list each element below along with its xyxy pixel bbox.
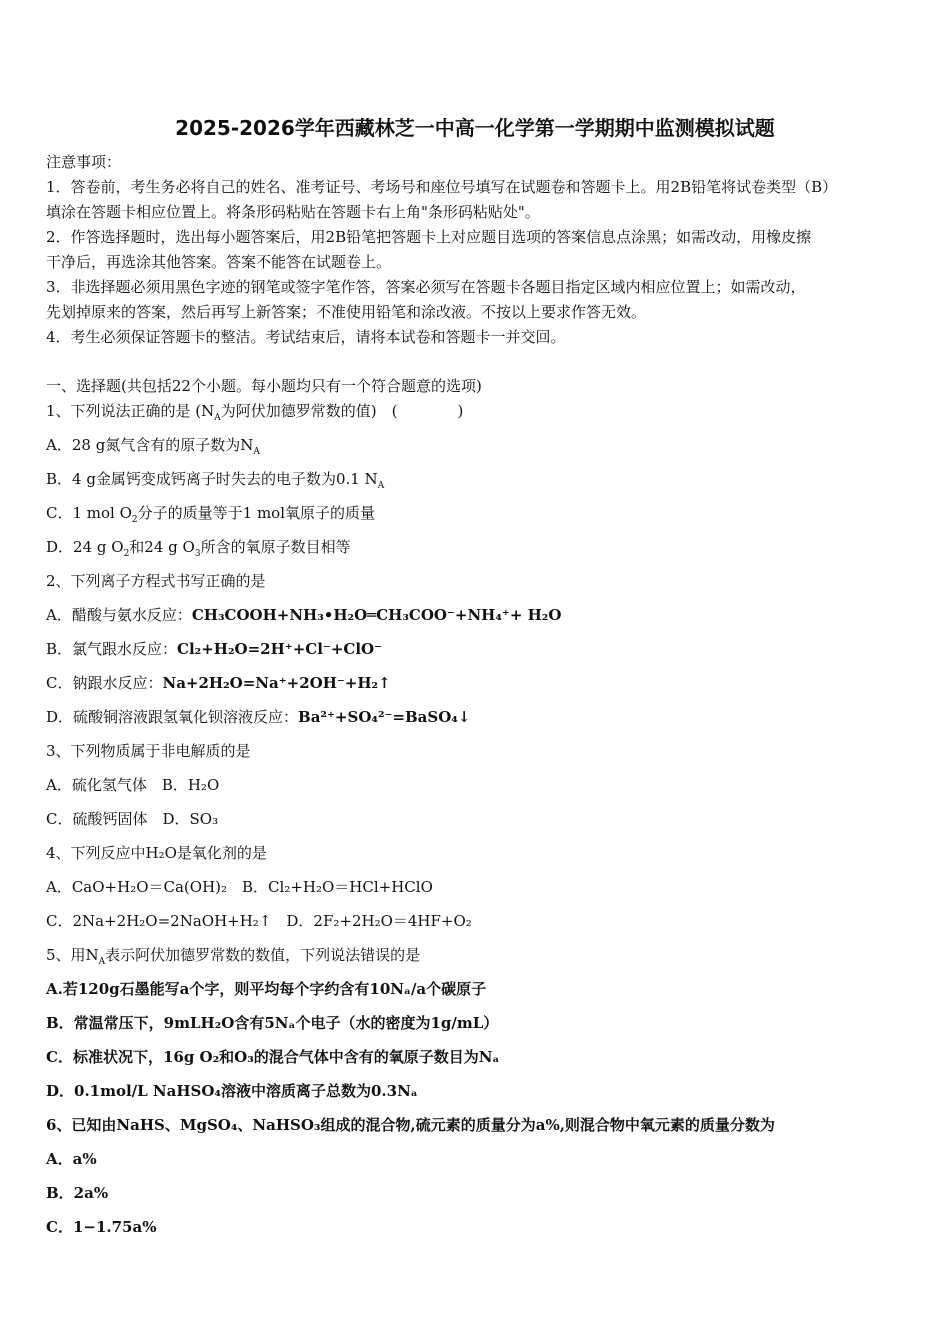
question-4-stem: 4、下列反应中H₂O是氧化剂的是 — [46, 844, 267, 862]
question-3-options-cd: C．硫酸钙固体 D．SO₃ — [46, 810, 219, 828]
notice-line: 2．作答选择题时，选出每小题答案后，用2B铅笔把答题卡上对应题目选项的答案信息点涂黑；如需改动，用橡皮擦 — [46, 228, 812, 246]
question-5-option-c: C．标准状况下，16g O₂和O₃的混合气体中含有的氧原子数目为Nₐ — [46, 1048, 500, 1066]
notice-heading: 注意事项： — [46, 153, 122, 171]
notice-line: 1．答卷前，考生务必将自己的姓名、准考证号、考场号和座位号填写在试题卷和答题卡上。用2B铅笔将试卷类型（B） — [46, 178, 838, 196]
question-3-options-ab: A．硫化氢气体 B．H₂O — [46, 776, 220, 794]
question-6-option-a: A．a% — [46, 1150, 97, 1168]
question-2-stem: 2、下列离子方程式书写正确的是 — [46, 572, 266, 590]
section-heading: 一、选择题(共包括22个小题。每小题均只有一个符合题意的选项) — [46, 377, 482, 395]
question-5-stem: 5、用$N_A$表示阿伏加德罗常数的数值，下列说法错误的是 — [46, 946, 421, 967]
question-1-option-d: D．24 g $O_2$和24 g $O_3$所含的氧原子数目相等 — [46, 538, 351, 559]
question-5-option-a: A.若120g石墨能写a个字，则平均每个字约含有10Nₐ/a个碳原子 — [46, 980, 487, 998]
notice-line: 干净后，再选涂其他答案。答案不能答在试题卷上。 — [46, 253, 392, 271]
question-3-stem: 3、下列物质属于非电解质的是 — [46, 742, 251, 760]
question-5-option-d: D．0.1mol/L NaHSO₄溶液中溶质离子总数为0.3Nₐ — [46, 1082, 418, 1100]
notice-line: 4．考生必须保证答题卡的整洁。考试结束后，请将本试卷和答题卡一并交回。 — [46, 328, 566, 346]
question-1-option-a: A．28 g氮气含有的原子数为$N_A$ — [46, 436, 260, 457]
question-2-option-a: A．醋酸与氨水反应：CH₃COOH+NH₃•H₂O═CH₃COO⁻+NH₄⁺+ H₂O — [46, 606, 562, 624]
question-1-option-c: C．1 mol $O_2$分子的质量等于1 mol氧原子的质量 — [46, 504, 376, 525]
question-1-option-b: B．4 g金属钙变成钙离子时失去的电子数为0.1 $N_A$ — [46, 470, 385, 491]
question-4-options-ab: A．CaO+H₂O＝Ca(OH)₂ B．Cl₂+H₂O＝HCl+HClO — [46, 878, 433, 896]
question-5-option-b: B．常温常压下，9mLH₂O含有5Nₐ个电子（水的密度为1g/mL） — [46, 1014, 499, 1032]
question-4-options-cd: C．2Na+2H₂O=2NaOH+H₂↑ D．2F₂+2H₂O＝4HF+O₂ — [46, 912, 472, 930]
question-2-option-c: C．钠跟水反应：Na+2H₂O=Na⁺+2OH⁻+H₂↑ — [46, 674, 391, 692]
question-6-option-b: B．2a% — [46, 1184, 109, 1202]
question-6-stem: 6、已知由NaHS、MgSO₄、NaHSO₃组成的混合物,硫元素的质量分为a%,则混合物中氧元素的质量分数为 — [46, 1116, 775, 1134]
question-1-stem: 1、下列说法正确的是 ($N_A$为阿伏加德罗常数的值) ( ) — [46, 402, 464, 423]
question-2-option-b: B．氯气跟水反应：Cl₂+H₂O=2H⁺+Cl⁻+ClO⁻ — [46, 640, 383, 658]
question-2-option-d: D．硫酸铜溶液跟氢氧化钡溶液反应：Ba²⁺+SO₄²⁻=BaSO₄↓ — [46, 708, 471, 726]
notice-line: 先划掉原来的答案，然后再写上新答案；不准使用铅笔和涂改液。不按以上要求作答无效。 — [46, 303, 647, 321]
notice-line: 填涂在答题卡相应位置上。将条形码粘贴在答题卡右上角"条形码粘贴处"。 — [46, 203, 540, 221]
notice-line: 3．非选择题必须用黑色字迹的钢笔或签字笔作答，答案必须写在答题卡各题目指定区域内相应位置上；如需改动， — [46, 278, 806, 296]
question-6-option-c: C．1−1.75a% — [46, 1218, 157, 1236]
page-title: 2025-2026学年西藏林芝一中高一化学第一学期期中监测模拟试题 — [175, 116, 775, 140]
